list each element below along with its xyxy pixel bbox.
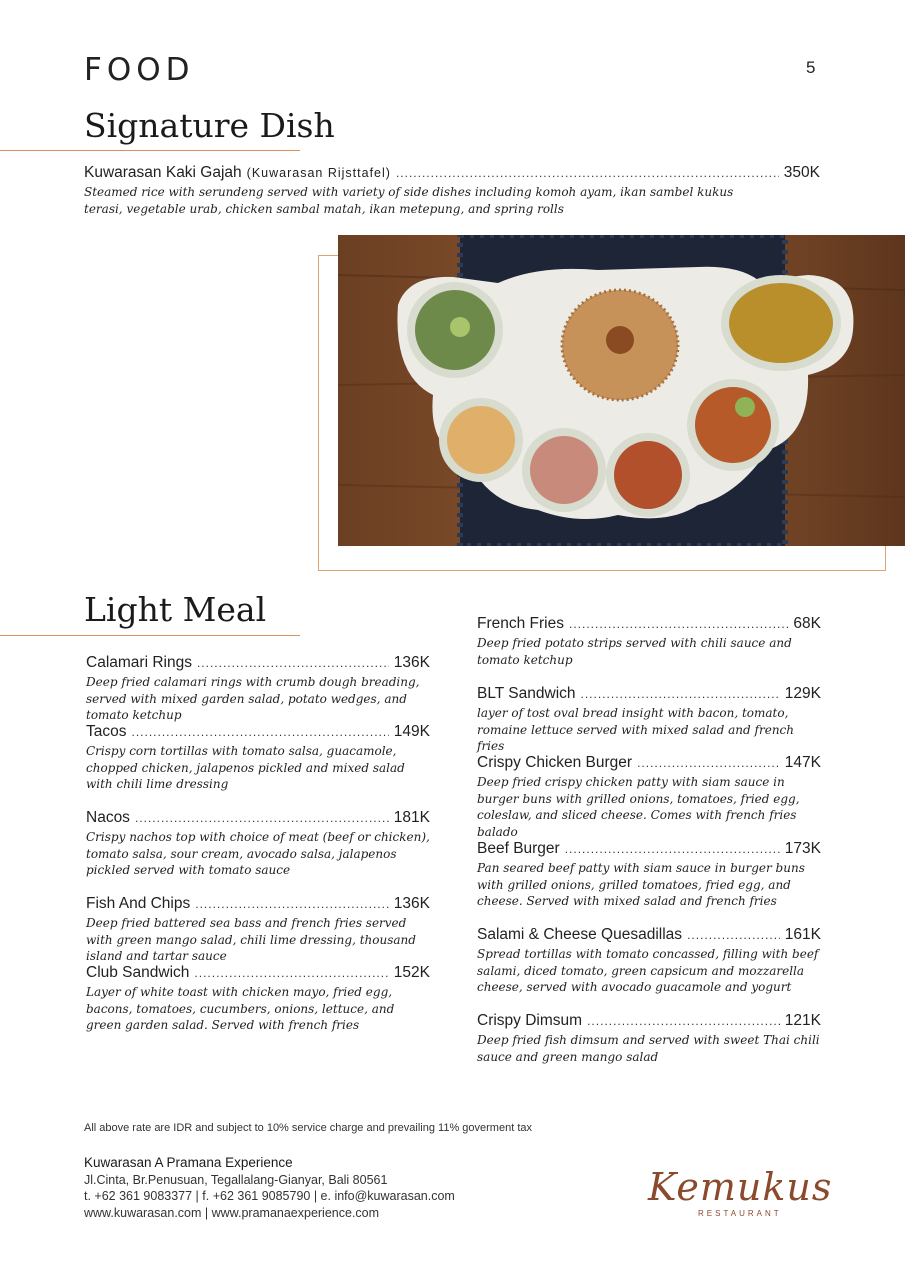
menu-item-crispy-chicken-burger	[477, 754, 821, 840]
menu-item-fish-and-chips	[86, 895, 430, 965]
menu-item-blt-sandwich	[477, 685, 821, 755]
leader-dots	[565, 842, 780, 856]
leader-dots	[195, 897, 389, 911]
item-description: Deep fried battered sea bass and french fries served with green mango salad, chili lime dressing, thousand island and tartar sauce	[86, 916, 416, 963]
leader-dots	[396, 166, 779, 180]
item-description: Deep fried fish dimsum and served with sweet Thai chili sauce and green mango salad	[477, 1033, 820, 1064]
item-name: Salami & Cheese Quesadillas	[477, 926, 683, 943]
item-price: 181K	[393, 809, 430, 826]
leader-dots	[569, 617, 788, 631]
address: Jl.Cinta, Br.Penusuan, Tegallalang-Gianyar, Bali 80561	[84, 1173, 388, 1187]
leader-dots	[197, 656, 389, 670]
menu-item-salami-cheese-quesadillas	[477, 926, 821, 996]
company-name: Kuwarasan A Pramana Experience	[84, 1155, 293, 1170]
item-description: Layer of white toast with chicken mayo, fried egg, bacons, tomatoes, cucumbers, onions, lettuce, and green garden salad. Served with french fries	[86, 985, 395, 1032]
item-name: Fish And Chips	[86, 895, 191, 912]
item-description: Crispy corn tortillas with tomato salsa, guacamole, chopped chicken, jalapenos pickled and mixed salad with chili lime dressing	[86, 744, 405, 791]
signature-item	[84, 164, 820, 217]
item-price: 173K	[784, 840, 821, 857]
menu-item-calamari-rings	[86, 654, 430, 724]
logo-wordmark: Kemukus	[648, 1165, 833, 1209]
item-description: Crispy nachos top with choice of meat (beef or chicken), tomato salsa, sour cream, avocado salsa, jalapenos pickled served with tomato sauce	[86, 830, 430, 877]
menu-item-club-sandwich	[86, 964, 430, 1034]
menu-item-french-fries	[477, 615, 821, 668]
leader-dots	[687, 928, 780, 942]
item-name: Crispy Dimsum	[477, 1012, 583, 1029]
leader-dots	[135, 811, 389, 825]
item-name: Tacos	[86, 723, 127, 740]
tax-note: All above rate are IDR and subject to 10% service charge and prevailing 11% goverment tax	[84, 1122, 532, 1134]
platter-illustration	[338, 235, 905, 546]
item-subtitle: (Kuwarasan Rijsttafel)	[246, 166, 391, 180]
leader-dots	[637, 756, 780, 770]
leader-dots	[587, 1014, 780, 1028]
section-title: FOOD	[84, 52, 195, 88]
signature-heading: Signature Dish	[84, 106, 335, 145]
item-description: Pan seared beef patty with siam sauce in burger buns with grilled onions, grilled tomatoes, fried egg, and cheese. Served with mixed salad and french fries	[477, 861, 805, 908]
item-description: Deep fried potato strips served with chili sauce and tomato ketchup	[477, 636, 792, 667]
item-price: 149K	[393, 723, 430, 740]
logo-subtitle: RESTAURANT	[698, 1209, 782, 1218]
restaurant-logo	[644, 1165, 833, 1225]
item-price: 68K	[793, 615, 821, 632]
item-name: BLT Sandwich	[477, 685, 576, 702]
item-name: Kuwarasan Kaki Gajah	[84, 164, 242, 181]
menu-item-nacos	[86, 809, 430, 879]
leader-dots	[194, 966, 388, 980]
item-name: Nacos	[86, 809, 130, 826]
item-name: French Fries	[477, 615, 564, 632]
leader-dots	[132, 725, 389, 739]
contact-line: t. +62 361 9083377 | f. +62 361 9085790 | e. info@kuwarasan.com	[84, 1189, 455, 1203]
rijsttafel-platter-photo	[338, 235, 905, 546]
item-price: 136K	[393, 654, 430, 671]
item-name: Beef Burger	[477, 840, 560, 857]
item-description: Spread tortillas with tomato concassed, filling with beef salami, diced tomato, green capsicum and mozzarella cheese, served with avocado guacamole and yogurt	[477, 947, 819, 994]
menu-item-beef-burger	[477, 840, 821, 910]
item-price: 161K	[784, 926, 821, 943]
item-price: 152K	[393, 964, 430, 981]
leader-dots	[581, 687, 780, 701]
item-description: Deep fried crispy chicken patty with siam sauce in burger buns with grilled onions, tomatoes, fried egg, coleslaw, and sliced cheese. Comes with french fries balado	[477, 775, 800, 839]
light-meal-rule	[0, 635, 300, 636]
item-description: Deep fried calamari rings with crumb dough breading, served with mixed garden salad, potato wedges, and tomato ketchup	[86, 675, 420, 722]
signature-rule	[0, 150, 300, 151]
item-price: 147K	[784, 754, 821, 771]
item-description: layer of tost oval bread insight with bacon, tomato, romaine lettuce served with mixed salad and french fries	[477, 706, 794, 753]
light-meal-heading: Light Meal	[84, 590, 267, 629]
item-price: 121K	[784, 1012, 821, 1029]
page-number: 5	[806, 58, 816, 77]
item-name: Crispy Chicken Burger	[477, 754, 633, 771]
item-name: Club Sandwich	[86, 964, 190, 981]
website-line: www.kuwarasan.com | www.pramanaexperience.com	[84, 1206, 380, 1220]
item-price: 136K	[393, 895, 430, 912]
item-price: 350K	[783, 164, 820, 181]
menu-item-crispy-dimsum	[477, 1012, 821, 1065]
item-name: Calamari Rings	[86, 654, 192, 671]
menu-item-tacos	[86, 723, 430, 793]
item-price: 129K	[784, 685, 821, 702]
item-description: Steamed rice with serundeng served with variety of side dishes including komoh ayam, ikan sambel kukus terasi, vegetable urab, chicken sambal matah, ikan metepung, and spring rolls	[84, 185, 734, 216]
